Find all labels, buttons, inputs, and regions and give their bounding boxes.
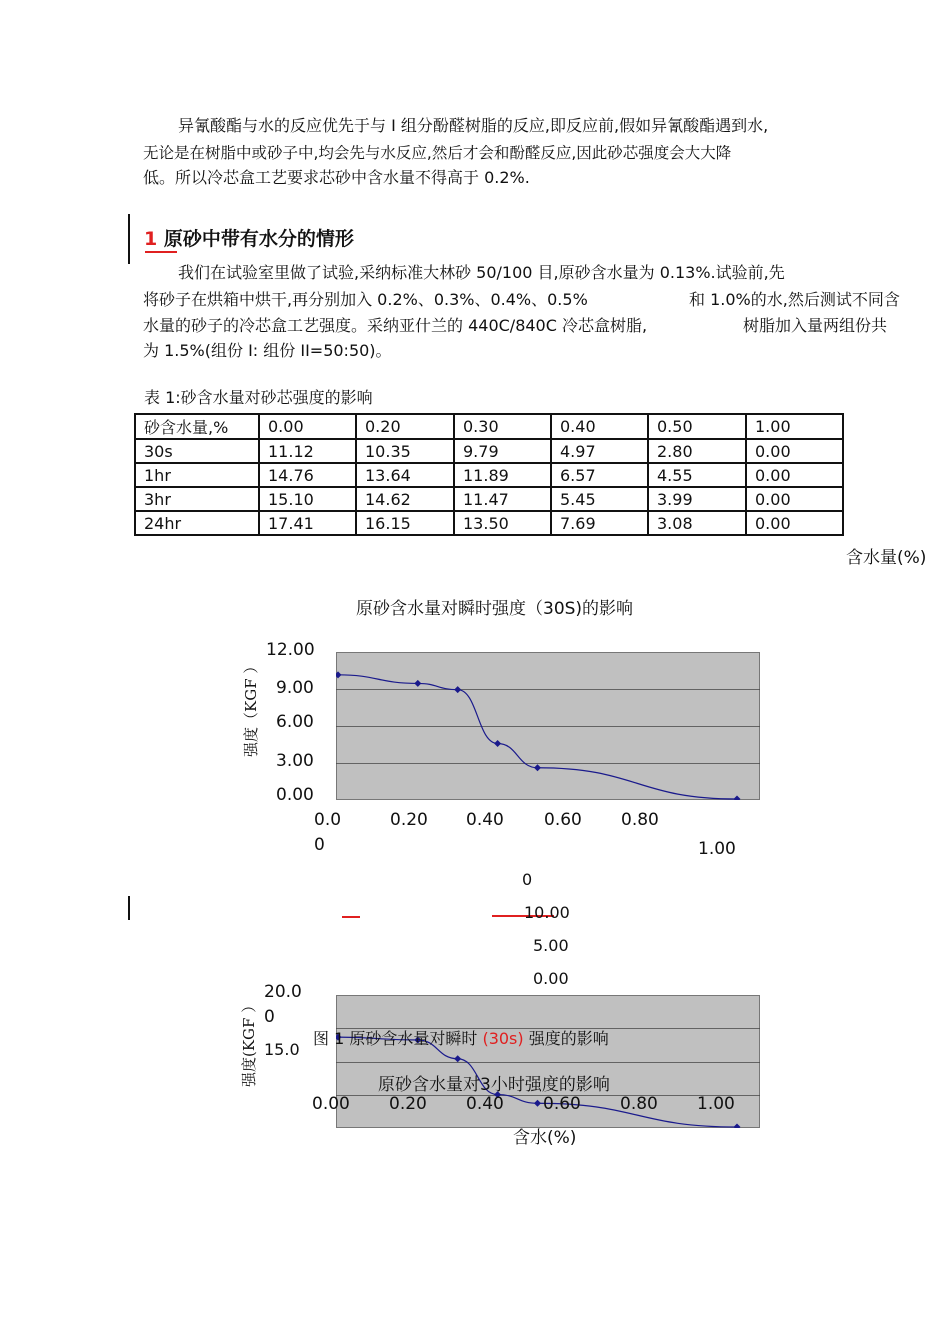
table-caption: 表 1:砂含水量对砂芯强度的影响	[144, 388, 373, 407]
section-1-line-3a: 水量的砂子的冷芯盒工艺强度。采纳亚什兰的 440C/840C 冷芯盒树脂,	[143, 316, 648, 335]
table-cell: 0.00	[746, 439, 843, 463]
section-margin-bar	[128, 214, 130, 264]
chart-2-x-tick: 1.00	[697, 1094, 735, 1114]
chart-1-title: 原砂含水量对瞬时强度（30S)的影响	[356, 599, 634, 619]
chart-1-y-axis-label: 强度（KGF ）	[242, 658, 260, 757]
section-1-line-1: 我们在试验室里做了试验,采纳标准大林砂 50/100 目,原砂含水量为 0.13%.试验前,先	[178, 263, 785, 282]
chart-1-x-tick: 0.0	[314, 810, 342, 830]
table-cell: 6.57	[551, 463, 648, 487]
chart-2-x-axis-label: 含水(%)	[513, 1128, 577, 1148]
chart-2-x-tick: 0.60	[543, 1094, 581, 1114]
table-row	[135, 439, 843, 463]
section-margin-bar	[128, 896, 130, 920]
chart-2-title: 原砂含水量对3小时强度的影响	[378, 1075, 610, 1095]
chart-1-x-tick: 0.80	[621, 810, 659, 830]
section-number: 1	[144, 228, 158, 250]
table-cell: 0.00	[746, 463, 843, 487]
chart-2-y-tick-tail: 0	[264, 1007, 275, 1027]
table-row	[135, 463, 843, 487]
table-cell: 7.69	[551, 511, 648, 535]
table-after-label: 含水量(%)	[846, 548, 927, 568]
intro-line-3: 低。所以冷芯盒工艺要求芯砂中含水量不得高于 0.2%.	[143, 168, 530, 187]
chart-2-y-tick: 20.0	[264, 982, 302, 1002]
table-cell: 0.50	[648, 414, 746, 439]
table-cell: 30s	[135, 439, 259, 463]
intro-line-2: 无论是在树脂中或砂子中,均会先与水反应,然后才会和酚醛反应,因此砂芯强度会大大降	[143, 144, 732, 162]
chart-1-x-tick: 0.60	[544, 810, 582, 830]
chart-2-stray-tick: 5.00	[533, 936, 569, 955]
figure-1-highlight: (30s)	[482, 1029, 524, 1048]
table-cell: 15.10	[259, 487, 356, 511]
chart-1-y-tick: 12.00	[266, 640, 315, 660]
chart-1-y-tick: 0.00	[276, 785, 314, 805]
table-cell: 4.55	[648, 463, 746, 487]
chart-1-x-tick-tail: 0	[314, 835, 325, 855]
table-cell: 10.35	[356, 439, 454, 463]
chart-1-x-tick: 0.40	[466, 810, 504, 830]
section-title: 原砂中带有水分的情形	[163, 228, 354, 250]
intro-line-1: 异氰酸酯与水的反应优先于与 I 组分酚醛树脂的反应,即反应前,假如异氰酸酯遇到水,	[178, 116, 769, 135]
table-cell: 13.64	[356, 463, 454, 487]
table-header-row	[135, 414, 843, 439]
table-cell: 2.80	[648, 439, 746, 463]
table-cell: 3hr	[135, 487, 259, 511]
table-cell: 3.08	[648, 511, 746, 535]
section-1-line-2b: 和 1.0%的水,然后测试不同含	[689, 290, 900, 309]
table-cell: 5.45	[551, 487, 648, 511]
table-cell: 11.47	[454, 487, 551, 511]
table-cell: 0.00	[746, 511, 843, 535]
figure-1-prefix: 图 1 原砂含水量对瞬时	[313, 1029, 478, 1048]
table-cell: 1.00	[746, 414, 843, 439]
red-mark	[342, 916, 360, 918]
table-cell: 1hr	[135, 463, 259, 487]
section-1-line-3b: 树脂加入量两组份共	[743, 316, 888, 335]
chart-2-x-tick: 0.40	[466, 1094, 504, 1114]
table-cell: 3.99	[648, 487, 746, 511]
table-cell: 11.12	[259, 439, 356, 463]
chart-1-plot	[336, 652, 760, 800]
chart-2-x-tick: 0.20	[389, 1094, 427, 1114]
table-row	[135, 487, 843, 511]
chart-2-stray-tick: 0.00	[533, 969, 569, 988]
table-cell: 13.50	[454, 511, 551, 535]
table-cell: 4.97	[551, 439, 648, 463]
chart-1-x-tick: 0.20	[390, 810, 428, 830]
chart-1-x-tick: 1.00	[698, 839, 736, 859]
figure-1-caption	[313, 1026, 609, 1052]
section-1-heading	[144, 224, 354, 251]
section-underline-mark	[145, 251, 177, 253]
chart-2-y-axis-label: 强度(KGF ）	[240, 997, 258, 1087]
table-cell: 9.79	[454, 439, 551, 463]
table-cell: 14.76	[259, 463, 356, 487]
table-cell: 0.20	[356, 414, 454, 439]
chart-1-y-tick: 3.00	[276, 751, 314, 771]
table-cell: 0.00	[746, 487, 843, 511]
table-cell: 0.40	[551, 414, 648, 439]
figure-1-suffix: 强度的影响	[528, 1029, 609, 1048]
section-1-line-2a: 将砂子在烘箱中烘干,再分别加入 0.2%、0.3%、0.4%、0.5%	[143, 290, 588, 309]
table-cell: 14.62	[356, 487, 454, 511]
chart-2-stray-tick: 10.00	[524, 903, 570, 922]
table-cell: 11.89	[454, 463, 551, 487]
table-cell: 17.41	[259, 511, 356, 535]
chart-2-x-tick: 0.00	[312, 1094, 350, 1114]
section-1-line-4: 为 1.5%(组份 I: 组份 II=50:50)。	[143, 341, 392, 360]
chart-1-y-tick: 6.00	[276, 712, 314, 732]
table-cell: 0.30	[454, 414, 551, 439]
chart-1-y-tick: 9.00	[276, 678, 314, 698]
table-cell: 16.15	[356, 511, 454, 535]
table-cell: 砂含水量,%	[135, 414, 259, 439]
chart-2-stray-tick: 0	[522, 870, 533, 889]
table-cell: 0.00	[259, 414, 356, 439]
table-row	[135, 511, 843, 535]
strength-table	[134, 413, 844, 536]
chart-2-y-tick: 15.0	[264, 1040, 300, 1059]
plot-area	[337, 653, 760, 800]
chart-2-x-tick: 0.80	[620, 1094, 658, 1114]
table-cell: 24hr	[135, 511, 259, 535]
